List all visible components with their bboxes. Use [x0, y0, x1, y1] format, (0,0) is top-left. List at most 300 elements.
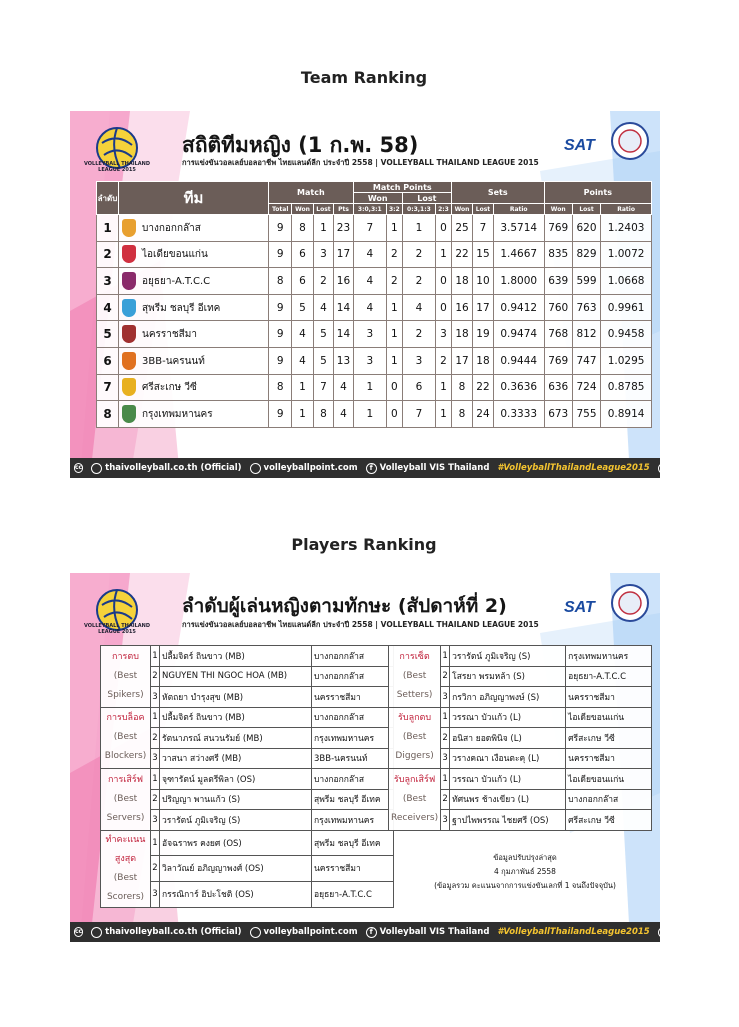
team-stat-mp2: 0	[386, 374, 402, 401]
sat-logo-icon: SAT	[564, 599, 595, 616]
team-stat-mp1: 1	[353, 374, 386, 401]
players-right-table	[388, 645, 652, 831]
team-rank: 1	[97, 215, 119, 242]
card-title: ลำดับผู้เล่นหญิงตามทักษะ (สัปดาห์ที่ 2)	[182, 595, 507, 617]
col-mp4: 2:3	[436, 204, 452, 215]
team-name-cell	[119, 294, 269, 321]
col-points-won: Won	[544, 204, 572, 215]
team-stat-pw: 769	[544, 347, 572, 374]
skill-en2: Servers)	[106, 812, 145, 823]
team-stat-mp3: 2	[402, 241, 435, 268]
col-match-points: Match Points	[353, 182, 451, 193]
skill-en2: Spikers)	[107, 689, 144, 700]
team-rank: 2	[97, 241, 119, 268]
skill-category	[389, 769, 441, 831]
team-stat-mp3: 6	[402, 374, 435, 401]
team-rank: 4	[97, 294, 119, 321]
team-stat-sw: 22	[451, 241, 472, 268]
team-stat-total: 8	[269, 374, 292, 401]
team-crest-icon	[122, 245, 136, 263]
team-name-cell	[119, 347, 269, 374]
team-stat-mp1: 4	[353, 241, 386, 268]
team-row	[97, 401, 652, 428]
player-team: สุพรีม ชลบุรี อีเทค	[312, 789, 394, 810]
skill-en1: (Best	[402, 793, 427, 804]
team-row	[97, 374, 652, 401]
team-stat-total: 9	[269, 294, 292, 321]
team-stat-sr: 3.5714	[493, 215, 544, 242]
team-stat-mp4: 3	[436, 321, 452, 348]
skill-thai: การตบ	[112, 651, 139, 662]
card-subtitle: การแข่งขันวอลเลย์บอลอาชีพ ไทยแลนด์ลีก ประจำปี 2558 | VOLLEYBALL THAILAND LEAGUE 2015	[182, 620, 539, 629]
team-stat-pl: 599	[572, 268, 600, 295]
team-rank: 7	[97, 374, 119, 401]
team-stat-lost: 5	[313, 321, 334, 348]
team-stat-total: 9	[269, 401, 292, 428]
skill-category	[101, 830, 151, 907]
player-row	[101, 769, 394, 790]
col-team: ทีม	[119, 182, 269, 215]
facebook-icon: f	[366, 927, 377, 938]
col-points-ratio: Ratio	[601, 204, 652, 215]
players-right-column	[388, 645, 652, 831]
player-team: ศรีสะเกษ วีซี	[566, 728, 652, 749]
team-stat-pl: 763	[572, 294, 600, 321]
col-mp2: 3:2	[386, 204, 402, 215]
skill-category	[101, 769, 151, 831]
team-stat-pw: 636	[544, 374, 572, 401]
team-rank: 8	[97, 401, 119, 428]
player-team: ไอเดียขอนแก่น	[566, 707, 652, 728]
card-footer	[70, 922, 739, 942]
team-stat-won: 1	[292, 374, 313, 401]
team-stat-total: 9	[269, 321, 292, 348]
player-rank: 1	[441, 707, 450, 728]
skill-en2: Scorers)	[106, 891, 145, 902]
footer-facebook: Volleyball VIS Thailand	[379, 927, 490, 937]
note-line3: (ข้อมูลรวม คะแนนจากการแข่งขันเลกที่ 1 จนถึงปัจจุบัน)	[434, 881, 616, 890]
team-stat-sl: 10	[473, 268, 494, 295]
skill-category	[389, 707, 441, 769]
team-stat-sl: 24	[473, 401, 494, 428]
team-stat-pl: 755	[572, 401, 600, 428]
team-stat-lost: 2	[313, 268, 334, 295]
team-name-cell	[119, 401, 269, 428]
association-emblem-icon	[610, 583, 650, 623]
cc-license-icon: cc	[75, 464, 83, 471]
player-rank: 3	[441, 687, 450, 708]
player-row	[389, 707, 652, 728]
team-stat-pts: 17	[334, 241, 353, 268]
team-stat-pw: 639	[544, 268, 572, 295]
player-team: ไอเดียขอนแก่น	[566, 769, 652, 790]
team-row	[97, 215, 652, 242]
player-team: 3BB-นครนนท์	[312, 748, 394, 769]
player-name: กรรณิการ์ อิปะโชติ (OS)	[160, 881, 312, 907]
team-name: กรุงเทพมหานคร	[142, 408, 213, 420]
player-team: กรุงเทพมหานคร	[312, 810, 394, 831]
player-rank: 1	[151, 769, 160, 790]
player-team: บางกอกกล๊าส	[312, 646, 394, 667]
note-line2: 4 กุมภาพันธ์ 2558	[494, 867, 556, 876]
team-stat-sr: 0.9412	[493, 294, 544, 321]
team-rank: 6	[97, 347, 119, 374]
player-rank: 1	[441, 769, 450, 790]
note-line1: ข้อมูลปรับปรุงล่าสุด	[493, 853, 557, 862]
footer-facebook: Volleyball VIS Thailand	[379, 463, 490, 473]
player-team: บางกอกกล๊าส	[312, 769, 394, 790]
team-stat-mp3: 3	[402, 347, 435, 374]
team-stat-pts: 14	[334, 294, 353, 321]
team-stat-pts: 23	[334, 215, 353, 242]
team-stat-total: 8	[269, 268, 292, 295]
team-name: นครราชสีมา	[142, 329, 197, 341]
player-name: วรารัตน์ ภูมิเจริญ (S)	[160, 810, 312, 831]
team-name: สุพรีม ชลบุรี อีเทค	[142, 302, 221, 314]
player-team: บางกอกกล๊าส	[312, 666, 394, 687]
skill-en2: Setters)	[396, 689, 433, 700]
team-stat-lost: 4	[313, 294, 334, 321]
team-stat-pts: 13	[334, 347, 353, 374]
col-pts: Pts	[334, 204, 353, 215]
sat-mini-icon	[658, 463, 669, 474]
team-stat-lost: 5	[313, 347, 334, 374]
team-name: บางกอกกล๊าส	[142, 222, 201, 234]
team-stat-mp1: 7	[353, 215, 386, 242]
players-left-table	[100, 645, 394, 908]
league-logo-text: VOLLEYBALL THAILAND LEAGUE 2015	[84, 161, 150, 173]
player-rank: 3	[441, 748, 450, 769]
player-rank: 2	[441, 666, 450, 687]
skill-thai: การเซ็ต	[399, 651, 430, 662]
player-team: กรุงเทพมหานคร	[312, 728, 394, 749]
team-stat-sr: 0.9474	[493, 321, 544, 348]
team-name-cell	[119, 215, 269, 242]
team-stat-pr: 1.2403	[601, 215, 652, 242]
team-stat-mp4: 1	[436, 401, 452, 428]
player-rank: 1	[441, 646, 450, 667]
team-stat-mp4: 2	[436, 347, 452, 374]
team-stat-sl: 17	[473, 294, 494, 321]
skill-en1: (Best	[113, 872, 138, 883]
team-standings-table	[96, 181, 652, 428]
team-name: อยุธยา-A.T.C.C	[142, 275, 211, 287]
team-stat-total: 9	[269, 241, 292, 268]
team-stat-sw: 17	[451, 347, 472, 374]
team-crest-icon	[122, 299, 136, 317]
team-stat-pl: 724	[572, 374, 600, 401]
team-row	[97, 347, 652, 374]
player-name: โสรยา พรมหล้า (S)	[450, 666, 566, 687]
team-stat-pl: 812	[572, 321, 600, 348]
player-name: วิลาวัณย์ อภิญญาพงศ์ (OS)	[160, 856, 312, 882]
player-team: บางกอกกล๊าส	[566, 789, 652, 810]
player-team: บางกอกกล๊าส	[312, 707, 394, 728]
team-stat-pr: 0.8914	[601, 401, 652, 428]
globe-icon	[250, 927, 261, 938]
team-stat-mp4: 1	[436, 374, 452, 401]
footer-brand: Volleyball Point	[685, 928, 739, 936]
facebook-icon: f	[366, 463, 377, 474]
skill-en1: (Best	[113, 793, 138, 804]
team-stat-won: 4	[292, 347, 313, 374]
team-stat-pts: 16	[334, 268, 353, 295]
player-team: กรุงเทพมหานคร	[566, 646, 652, 667]
team-stat-pr: 1.0295	[601, 347, 652, 374]
col-sets-ratio: Ratio	[493, 204, 544, 215]
team-stat-sr: 1.8000	[493, 268, 544, 295]
check-icon	[672, 927, 683, 938]
update-note	[410, 851, 640, 893]
team-name: ไอเดียขอนแก่น	[142, 249, 208, 261]
footer-site1: thaivolleyball.co.th (Official)	[105, 463, 242, 473]
player-rank: 1	[151, 646, 160, 667]
globe-icon	[91, 927, 102, 938]
team-stat-won: 5	[292, 294, 313, 321]
team-stat-mp1: 4	[353, 268, 386, 295]
team-stat-sr: 1.4667	[493, 241, 544, 268]
player-team: อยุธยา-A.T.C.C	[312, 881, 394, 907]
col-points: Points	[544, 182, 651, 204]
player-name: วรรณา บัวแก้ว (L)	[450, 769, 566, 790]
team-row	[97, 268, 652, 295]
footer-hashtag: #VolleyballThailandLeague2015	[497, 927, 650, 937]
team-stat-mp1: 3	[353, 321, 386, 348]
league-logo-text: VOLLEYBALL THAILAND LEAGUE 2015	[84, 623, 150, 635]
skill-en1: (Best	[113, 670, 138, 681]
col-total: Total	[269, 204, 292, 215]
skill-category	[389, 646, 441, 708]
team-name: 3BB-นครนนท์	[142, 355, 205, 367]
team-row	[97, 294, 652, 321]
player-team: สุพรีม ชลบุรี อีเทค	[312, 830, 394, 856]
team-stat-mp2: 2	[386, 241, 402, 268]
team-stat-sw: 16	[451, 294, 472, 321]
player-rank: 3	[151, 687, 160, 708]
skill-en2: Blockers)	[104, 751, 147, 762]
players-ranking-card	[70, 573, 739, 942]
skill-category	[101, 646, 151, 708]
player-name: วรางคณา เงือนตะคุ (L)	[450, 748, 566, 769]
team-stat-mp1: 3	[353, 347, 386, 374]
team-stat-sr: 0.3636	[493, 374, 544, 401]
player-rank: 3	[151, 881, 160, 907]
team-crest-icon	[122, 325, 136, 343]
team-stat-mp2: 1	[386, 321, 402, 348]
team-stat-won: 8	[292, 215, 313, 242]
team-stat-mp3: 7	[402, 401, 435, 428]
team-stat-lost: 7	[313, 374, 334, 401]
check-icon	[672, 463, 683, 474]
team-stat-sl: 18	[473, 347, 494, 374]
player-row	[389, 769, 652, 790]
team-stat-lost: 1	[313, 215, 334, 242]
team-stat-sl: 7	[473, 215, 494, 242]
team-stat-mp1: 4	[353, 294, 386, 321]
skill-thai: การเสิร์ฟ	[107, 774, 144, 785]
team-crest-icon	[122, 378, 136, 396]
footer-site2: volleyballpoint.com	[263, 463, 358, 473]
team-stat-won: 1	[292, 401, 313, 428]
team-stat-lost: 3	[313, 241, 334, 268]
player-name: วรารัตน์ ภูมิเจริญ (S)	[450, 646, 566, 667]
skill-en2: Diggers)	[395, 751, 434, 762]
col-mp1: 3:0,3:1	[353, 204, 386, 215]
skill-thai: การบล็อค	[106, 713, 145, 724]
team-stat-mp3: 1	[402, 215, 435, 242]
team-stat-mp4: 0	[436, 268, 452, 295]
sat-logo-icon: SAT	[564, 137, 595, 154]
team-stat-pr: 1.0072	[601, 241, 652, 268]
sat-mini-icon	[658, 927, 669, 938]
player-name: ปริญญา พานแก้ว (S)	[160, 789, 312, 810]
player-name: ปลื้มจิตร์ ถินขาว (MB)	[160, 707, 312, 728]
col-won: Won	[292, 204, 313, 215]
globe-icon	[91, 463, 102, 474]
team-stat-sw: 8	[451, 374, 472, 401]
player-rank: 1	[151, 707, 160, 728]
team-crest-icon	[122, 219, 136, 237]
team-stat-pl: 747	[572, 347, 600, 374]
player-row	[101, 830, 394, 856]
player-name: กรวิกา อภิญญาพงษ์ (S)	[450, 687, 566, 708]
player-team: อยุธยา-A.T.C.C	[566, 666, 652, 687]
player-name: จุฑารัตน์ มูลตรีพิลา (OS)	[160, 769, 312, 790]
team-name-cell	[119, 321, 269, 348]
team-name-cell	[119, 374, 269, 401]
player-rank: 2	[151, 728, 160, 749]
team-stat-pts: 14	[334, 321, 353, 348]
team-stat-mp2: 0	[386, 401, 402, 428]
player-team: นครราชสีมา	[312, 687, 394, 708]
team-stat-lost: 8	[313, 401, 334, 428]
team-stat-pl: 829	[572, 241, 600, 268]
col-mp-won: Won	[353, 193, 402, 204]
team-stat-mp3: 4	[402, 294, 435, 321]
team-stat-mp3: 2	[402, 268, 435, 295]
team-stat-pl: 620	[572, 215, 600, 242]
players-left-column	[100, 645, 394, 908]
player-name: หัตถยา บำรุงสุข (MB)	[160, 687, 312, 708]
team-stat-sl: 22	[473, 374, 494, 401]
skill-category	[101, 707, 151, 769]
team-stat-mp4: 0	[436, 294, 452, 321]
footer-hashtag: #VolleyballThailandLeague2015	[497, 463, 650, 473]
team-stat-mp2: 1	[386, 215, 402, 242]
skill-thai: รับลูกตบ	[398, 713, 432, 724]
team-ranking-title: Team Ranking	[300, 68, 428, 87]
player-rank: 1	[151, 830, 160, 856]
team-stat-mp2: 1	[386, 294, 402, 321]
player-row	[101, 646, 394, 667]
team-stat-sw: 8	[451, 401, 472, 428]
team-row	[97, 321, 652, 348]
player-name: วาสนา สว่างศรี (MB)	[160, 748, 312, 769]
team-stat-won: 6	[292, 268, 313, 295]
globe-icon	[250, 463, 261, 474]
player-rank: 2	[151, 789, 160, 810]
col-mp3: 0:3,1:3	[402, 204, 435, 215]
team-stat-mp1: 1	[353, 401, 386, 428]
col-sets-lost: Lost	[473, 204, 494, 215]
team-stat-pw: 769	[544, 215, 572, 242]
team-crest-icon	[122, 352, 136, 370]
team-stat-sw: 18	[451, 321, 472, 348]
team-stat-sw: 18	[451, 268, 472, 295]
team-stat-pr: 0.9458	[601, 321, 652, 348]
team-stat-pr: 1.0668	[601, 268, 652, 295]
cc-license-icon: cc	[75, 928, 83, 935]
skill-en1: (Best	[402, 732, 427, 743]
player-name: วรรณา บัวแก้ว (L)	[450, 707, 566, 728]
team-stat-mp2: 2	[386, 268, 402, 295]
col-lost: Lost	[313, 204, 334, 215]
player-name: ฐาปไพพรรณ ไชยศรี (OS)	[450, 810, 566, 831]
col-sets-won: Won	[451, 204, 472, 215]
team-row	[97, 241, 652, 268]
team-stat-total: 9	[269, 215, 292, 242]
team-stat-won: 4	[292, 321, 313, 348]
player-rank: 3	[151, 810, 160, 831]
player-row	[389, 646, 652, 667]
team-stat-won: 6	[292, 241, 313, 268]
association-emblem-icon	[610, 121, 650, 161]
player-name: NGUYEN THI NGOC HOA (MB)	[160, 666, 312, 687]
skill-en1: (Best	[402, 670, 427, 681]
player-team: นครราชสีมา	[312, 856, 394, 882]
players-ranking-title: Players Ranking	[291, 535, 437, 554]
team-name-cell	[119, 268, 269, 295]
player-rank: 2	[441, 728, 450, 749]
col-sets: Sets	[451, 182, 544, 204]
team-name-cell	[119, 241, 269, 268]
card-title: สถิติทีมหญิง (1 ก.พ. 58)	[182, 133, 419, 157]
team-stat-pr: 0.9961	[601, 294, 652, 321]
card-footer	[70, 458, 739, 478]
team-stat-sw: 25	[451, 215, 472, 242]
skill-en1: (Best	[113, 732, 138, 743]
team-stat-mp2: 1	[386, 347, 402, 374]
team-crest-icon	[122, 405, 136, 423]
player-rank: 2	[441, 789, 450, 810]
player-team: นครราชสีมา	[566, 687, 652, 708]
player-name: อนิสา ยอดพินิจ (L)	[450, 728, 566, 749]
footer-site1: thaivolleyball.co.th (Official)	[105, 927, 242, 937]
team-rank: 3	[97, 268, 119, 295]
team-name: ศรีสะเกษ วีซี	[142, 382, 197, 394]
team-stat-mp4: 0	[436, 215, 452, 242]
player-name: ทัศนพร ช้างเขียว (L)	[450, 789, 566, 810]
card-subtitle: การแข่งขันวอลเลย์บอลอาชีพ ไทยแลนด์ลีก ประจำปี 2558 | VOLLEYBALL THAILAND LEAGUE 2015	[182, 158, 539, 167]
player-team: นครราชสีมา	[566, 748, 652, 769]
team-stat-pw: 835	[544, 241, 572, 268]
player-rank: 3	[151, 748, 160, 769]
footer-brand: Volleyball Point	[685, 464, 739, 472]
col-points-lost: Lost	[572, 204, 600, 215]
col-match: Match	[269, 182, 354, 204]
footer-site2: volleyballpoint.com	[263, 927, 358, 937]
team-stat-sr: 0.9444	[493, 347, 544, 374]
team-stat-pr: 0.8785	[601, 374, 652, 401]
col-rank: ลำดับ	[97, 182, 119, 215]
skill-en2: Receivers)	[391, 812, 439, 823]
player-rank: 2	[151, 856, 160, 882]
team-stat-pts: 4	[334, 401, 353, 428]
team-stat-pts: 4	[334, 374, 353, 401]
team-stat-pw: 673	[544, 401, 572, 428]
player-team: ศรีสะเกษ วีซี	[566, 810, 652, 831]
team-stat-pw: 768	[544, 321, 572, 348]
